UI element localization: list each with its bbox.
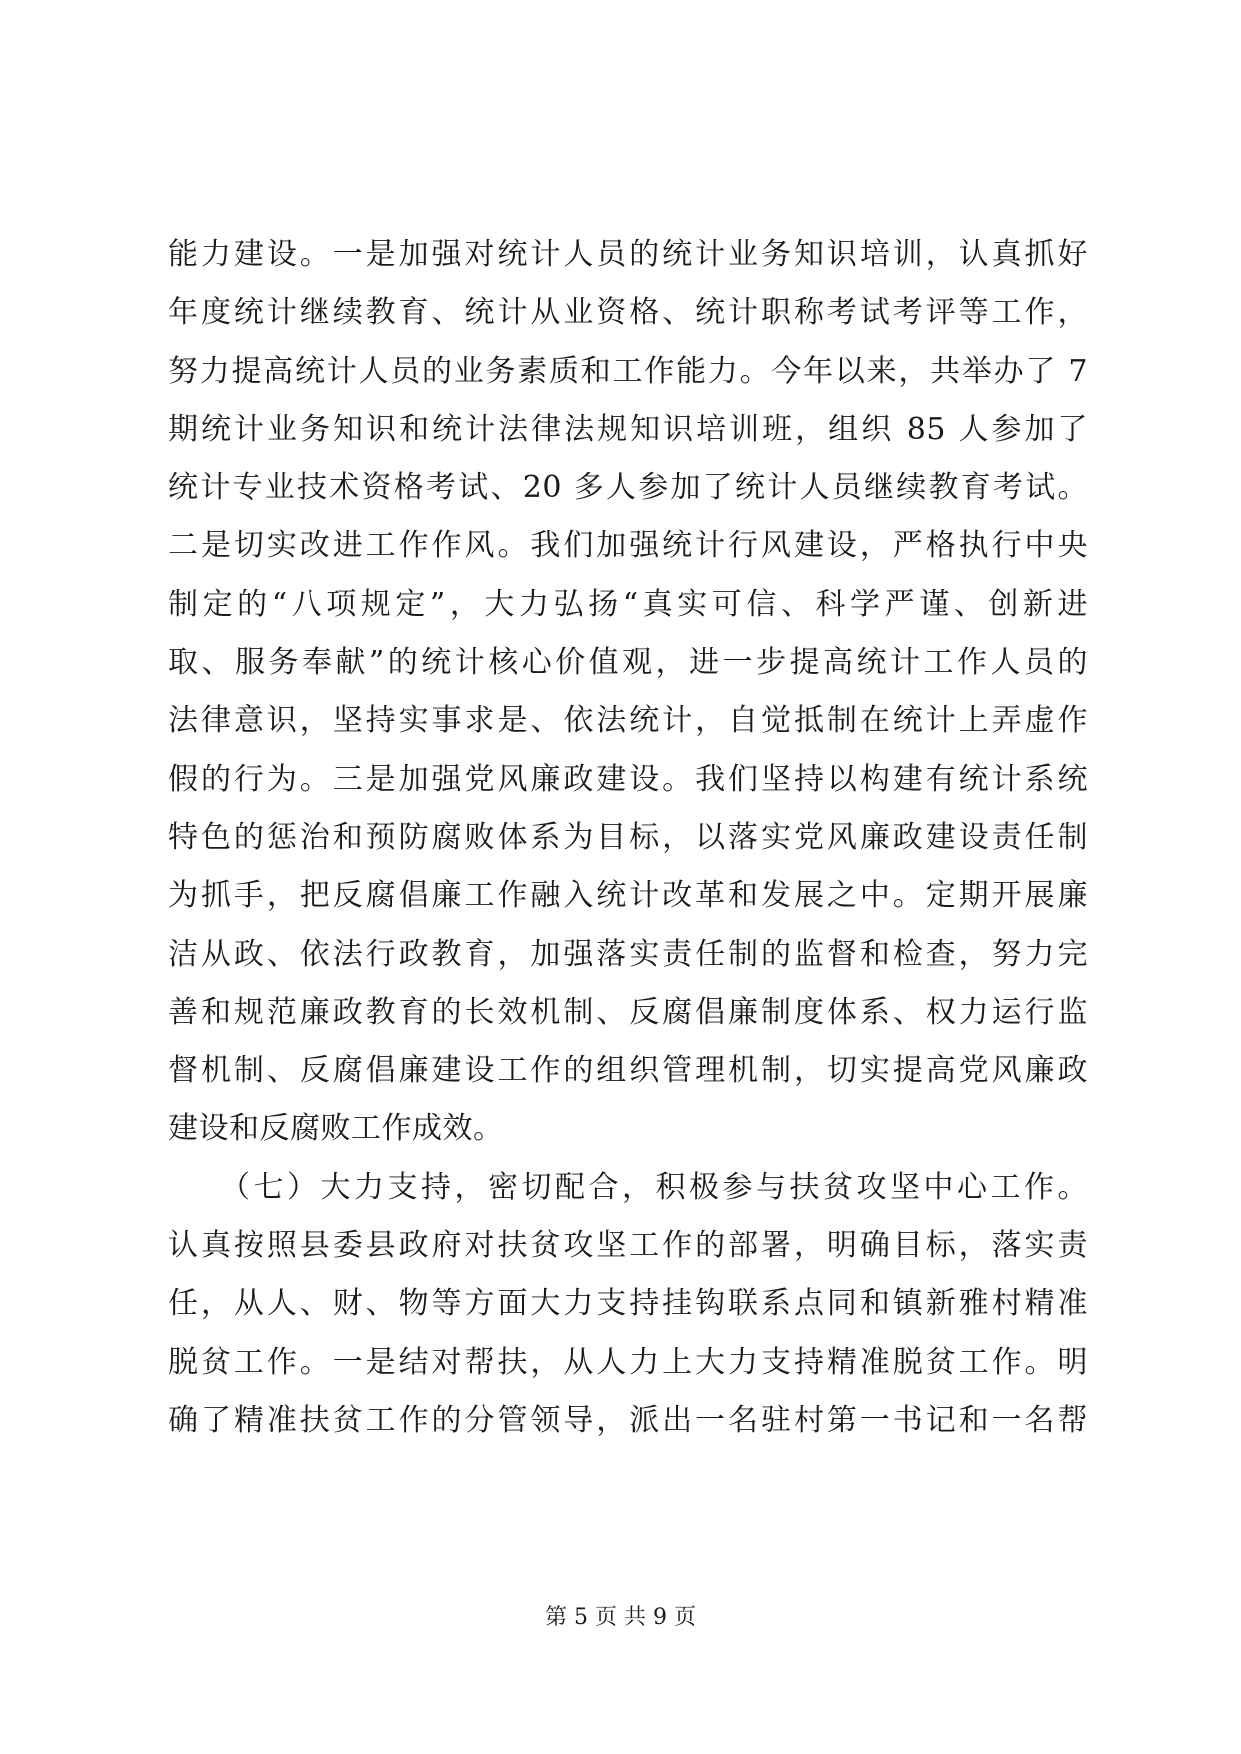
text-line: 为抓手，把反腐倡廉工作融入统计改革和发展之中。定期开展廉: [168, 878, 1088, 914]
text-line: 洁从政、依法行政教育，加强落实责任制的监督和检查，努力完: [168, 936, 1088, 972]
text-line: 建设和反腐败工作成效。: [168, 1111, 504, 1147]
text-line: 制定的“八项规定”，大力弘扬“真实可信、科学严谨、创新进: [168, 586, 1088, 622]
text-line: 能力建设。一是加强对统计人员的统计业务知识培训，认真抓好: [168, 237, 1088, 272]
text-line: 脱贫工作。一是结对帮扶，从人力上大力支持精准脱贫工作。明: [168, 1344, 1088, 1380]
text-line: 统计专业技术资格考试、20 多人参加了统计人员继续教育考试。: [168, 470, 1088, 506]
text-line: 确了精准扶贫工作的分管领导，派出一名驻村第一书记和一名帮: [168, 1402, 1088, 1438]
text-line: 二是切实改进工作作风。我们加强统计行风建设，严格执行中央: [168, 528, 1088, 564]
body-text: [168, 226, 1088, 1450]
text-line: 善和规范廉政教育的长效机制、反腐倡廉制度体系、权力运行监: [168, 994, 1088, 1030]
text-line: 取、服务奉献”的统计核心价值观，进一步提高统计工作人员的: [168, 645, 1088, 681]
page-footer: 第 5 页 共 9 页: [545, 1605, 696, 1630]
text-line: 假的行为。三是加强党风廉政建设。我们坚持以构建有统计系统: [168, 761, 1088, 797]
text-line: 特色的惩治和预防腐败体系为目标，以落实党风廉政建设责任制: [168, 819, 1088, 855]
text-line: 期统计业务知识和统计法律法规知识培训班，组织 85 人参加了: [168, 411, 1088, 447]
text-line: 年度统计继续教育、统计从业资格、统计职称考试考评等工作，: [168, 295, 1088, 331]
text-line: 任，从人、财、物等方面大力支持挂钩联系点同和镇新雅村精准: [168, 1286, 1088, 1322]
text-line: （七）大力支持，密切配合，积极参与扶贫攻坚中心工作。: [168, 1169, 1088, 1205]
text-line: 督机制、反腐倡廉建设工作的组织管理机制，切实提高党风廉政: [168, 1053, 1088, 1089]
text-line: 认真按照县委县政府对扶贫攻坚工作的部署，明确目标，落实责: [168, 1228, 1088, 1264]
text-line: 法律意识，坚持实事求是、依法统计，自觉抵制在统计上弄虚作: [168, 703, 1088, 739]
text-line: 努力提高统计人员的业务素质和工作能力。今年以来，共举办了 7: [168, 353, 1088, 389]
